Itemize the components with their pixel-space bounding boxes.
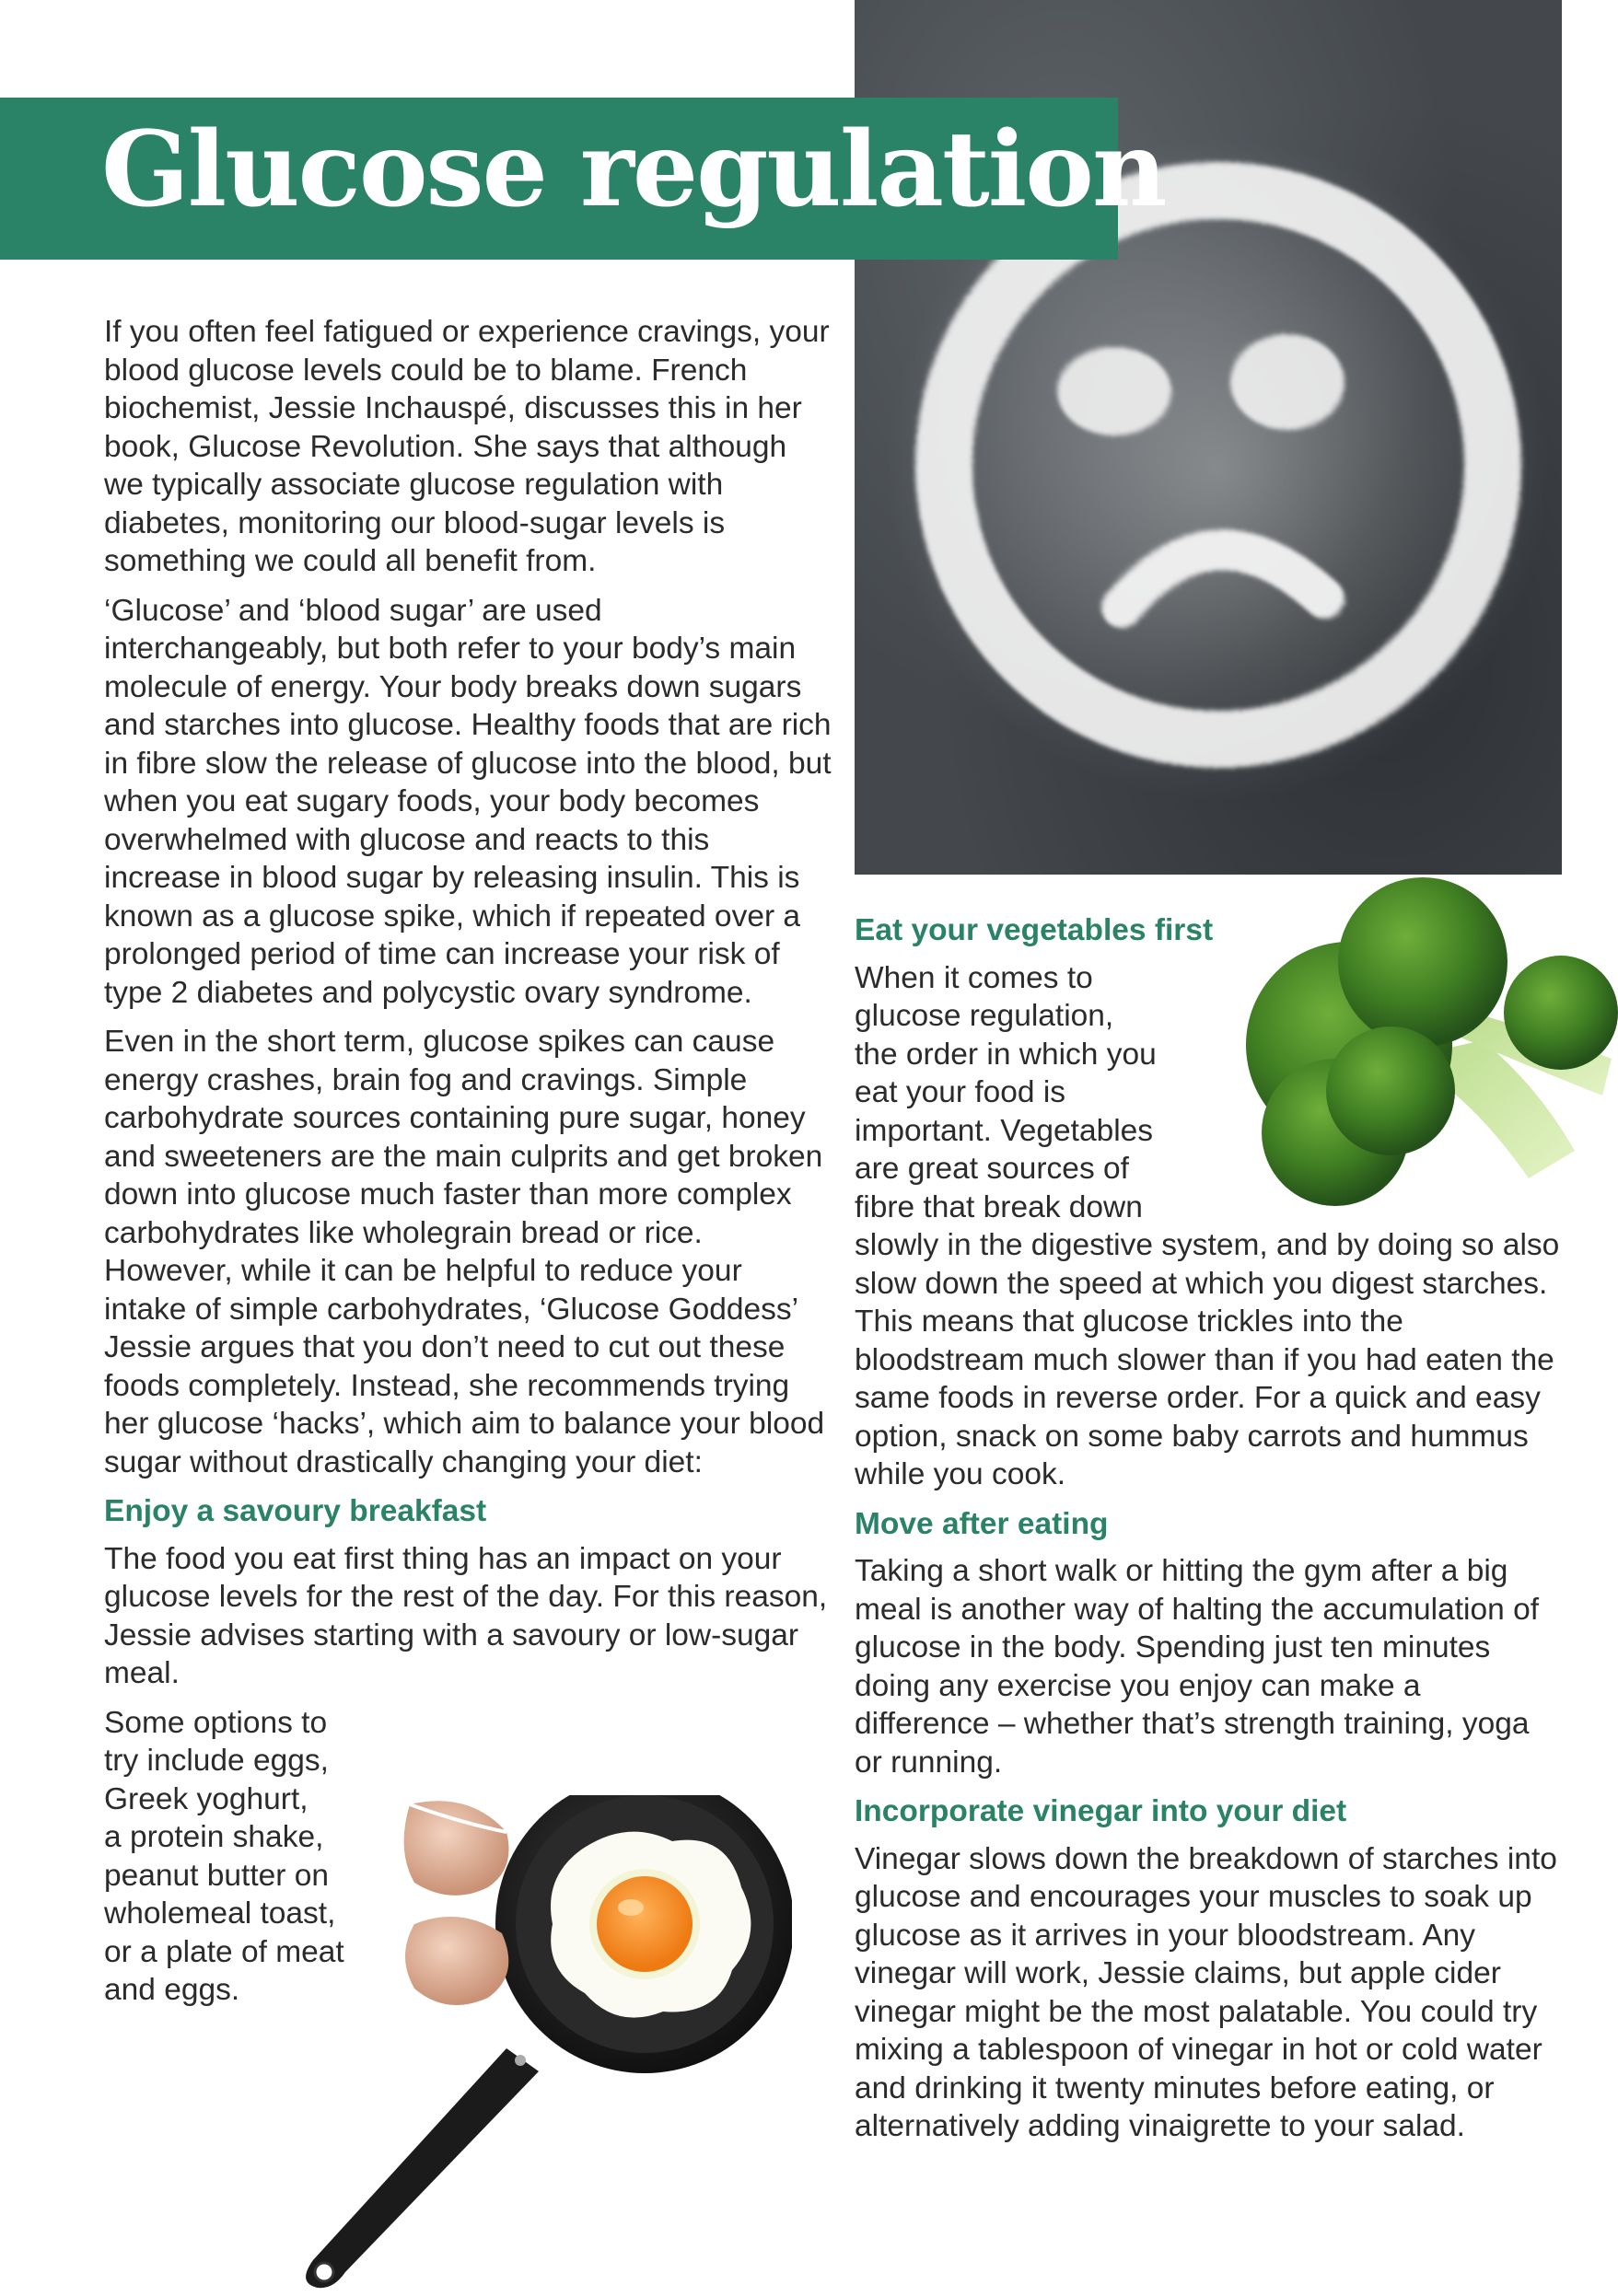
page-title: Glucose regulation bbox=[101, 110, 1166, 230]
heading-vegetables-first: Eat your vegetables first bbox=[855, 913, 1214, 947]
breakfast-paragraph: The food you eat first thing has an impact on your glucose levels for the rest of the day. For this reason, Jessie advises starting with a savoury or low-sugar meal. bbox=[104, 1541, 828, 1690]
heading-savoury-breakfast: Enjoy a savoury breakfast bbox=[104, 1494, 487, 1528]
glucose-definition-paragraph: ‘Glucose’ and ‘blood sugar’ are used interchangeably, but both refer to your body’s main molecule of energy. Your body breaks down sugars and starches into glucose. Healthy foods that are rich in fibre slow the release of glucose into the blood, but when you eat sugary foods, your body becomes overwhelmed with glucose and reacts to this increase in blood sugar by releasing insulin. This is known as a glucose spike, which if repeated over a prolonged period of time can increase your risk of type 2 diabetes and polycystic ovary syndrome. bbox=[104, 593, 832, 1010]
fried-egg-in-pan-icon bbox=[276, 1795, 792, 2291]
heading-vinegar: Incorporate vinegar into your diet bbox=[855, 1794, 1347, 1828]
breakfast-options-line: try include eggs, bbox=[104, 1744, 329, 1778]
right-column bbox=[855, 911, 1564, 2157]
breakfast-options-line: wholemeal toast, bbox=[104, 1896, 336, 1931]
heading-move-after-eating: Move after eating bbox=[855, 1506, 1109, 1541]
glucose-spikes-paragraph: Even in the short term, glucose spikes can cause energy crashes, brain fog and cravings. Simple carbohydrate sources containing pure sugar, honey and sweeteners are the main culprits and get broken down into glucose much faster than more complex carbohydrates like wholegrain bread or rice. However, while it can be helpful to reduce your intake of simple carbohydrates, ‘Glucose Goddess’ Jessie argues that you don’t need to cut out these foods completely. Instead, she recommends trying her glucose ‘hacks’, which aim to balance your blood sugar without drastically changing your diet: bbox=[104, 1025, 825, 1479]
breakfast-options-line: a protein shake, bbox=[104, 1820, 324, 1854]
vegetables-paragraph: When it comes to glucose regulation, the order in which you eat your food is important. Vegetables are great sources of fibre that break down slowly in the digestive system, and by doing so also slow down the speed at which you digest starches. This means that glucose trickles into the bloodstream much slower than if you had eaten the same foods in reverse order. For a quick and easy option, snack on some baby carrots and hummus while you cook. bbox=[855, 960, 1560, 1491]
vinegar-paragraph: Vinegar slows down the breakdown of starches into glucose and encourages your muscles to soak up glucose as it arrives in your bloodstream. Any vinegar will work, Jessie claims, but apple cider vinegar might be the most palatable. You could try mixing a tablespoon of vinegar in hot or cold water and drinking it twenty minutes before eating, or alternatively adding vinaigrette to your salad. bbox=[855, 1841, 1557, 2143]
breakfast-options-line: Greek yoghurt, bbox=[104, 1781, 308, 1816]
broccoli-text-wrap bbox=[1158, 959, 1564, 1226]
intro-paragraph: If you often feel fatigued or experience cravings, your blood glucose levels could be to blame. French biochemist, Jessie Inchauspé, discusses this in her book, Glucose Revolution. She says that although we typically associate glucose regulation with diabetes, monitoring our blood-sugar levels is something we could all benefit from. bbox=[104, 315, 830, 578]
breakfast-options-line: and eggs. bbox=[104, 1973, 240, 2007]
breakfast-options-line: Some options to bbox=[104, 1705, 328, 1740]
fried-egg-image bbox=[276, 1795, 792, 2291]
move-paragraph: Taking a short walk or hitting the gym after a big meal is another way of halting the accumulation of glucose in the body. Spending just ten minutes doing any exercise you enjoy can make a difference – whether that’s strength training, yoga or running. bbox=[855, 1554, 1540, 1780]
breakfast-options-line: or a plate of meat bbox=[104, 1934, 344, 1969]
breakfast-options-line: peanut butter on bbox=[104, 1858, 330, 1893]
left-column bbox=[104, 313, 832, 2010]
